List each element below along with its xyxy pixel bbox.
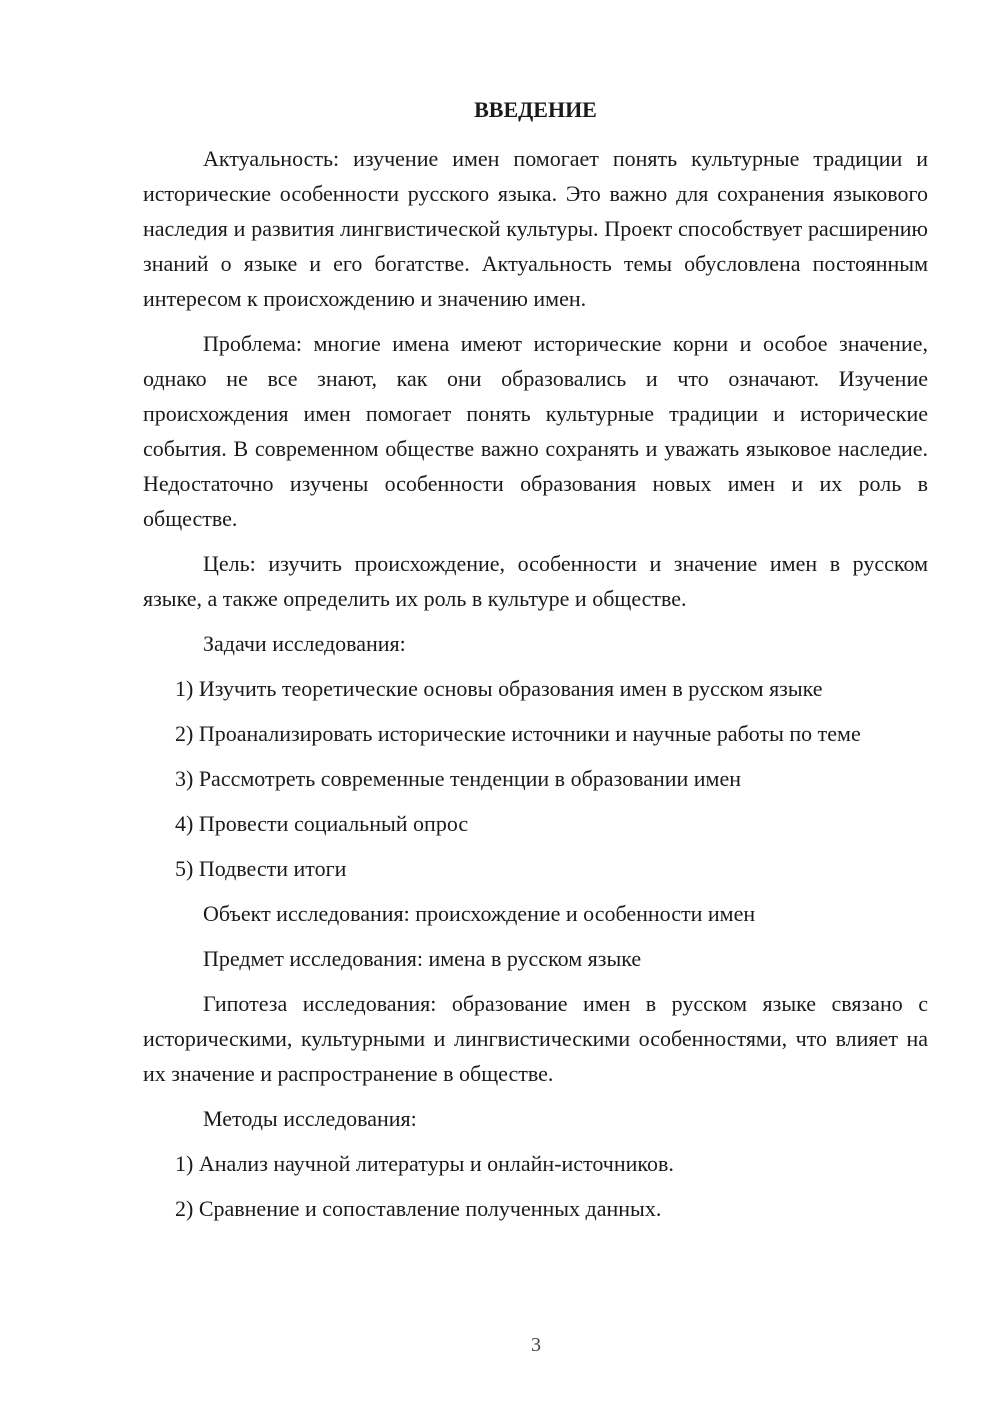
task-item: 1) Изучить теоретические основы образования имен в русском языке [175, 676, 823, 701]
task-item: 4) Провести социальный опрос [175, 811, 469, 836]
task-item: 2) Проанализировать исторические источники и научные работы по теме [175, 721, 861, 746]
document-page [143, 92, 928, 1236]
subject-line: Предмет исследования: имена в русском языке [203, 946, 642, 971]
page-number: 3 [531, 1334, 541, 1356]
method-item: 2) Сравнение и сопоставление полученных данных. [175, 1196, 662, 1221]
relevance-paragraph: Актуальность: изучение имен помогает понять культурные традиции и исторические особенности русского языка. Это важно для сохранения языкового наследия и развития лингвистической культуры. Проект способствует расширению знаний о языке и его богатстве. Актуальность темы обусловлена постоянным интересом к происхождению и значению имен. [143, 146, 928, 311]
methods-heading: Методы исследования: [203, 1106, 417, 1131]
task-item: 5) Подвести итоги [175, 856, 347, 881]
object-line: Объект исследования: происхождение и особенности имен [203, 901, 756, 926]
problem-paragraph: Проблема: многие имена имеют исторические корни и особое значение, однако не все знают, как они образовались и что означают. Изучение происхождения имен помогает понять культурные традиции и исторические события. В современном обществе важно сохранять и уважать языковое наследие. Недостаточно изучены особенности образования новых имен и их роль в обществе. [143, 331, 928, 531]
tasks-heading: Задачи исследования: [203, 631, 406, 656]
section-title: ВВЕДЕНИЕ [474, 97, 597, 122]
goal-paragraph: Цель: изучить происхождение, особенности и значение имен в русском языке, а также определить их роль в культуре и обществе. [143, 551, 928, 611]
hypothesis-paragraph: Гипотеза исследования: образование имен в русском языке связано с историческими, культурными и лингвистическими особенностями, что влияет на их значение и распространение в обществе. [143, 991, 928, 1086]
method-item: 1) Анализ научной литературы и онлайн-источников. [175, 1151, 674, 1176]
task-item: 3) Рассмотреть современные тенденции в образовании имен [175, 766, 742, 791]
